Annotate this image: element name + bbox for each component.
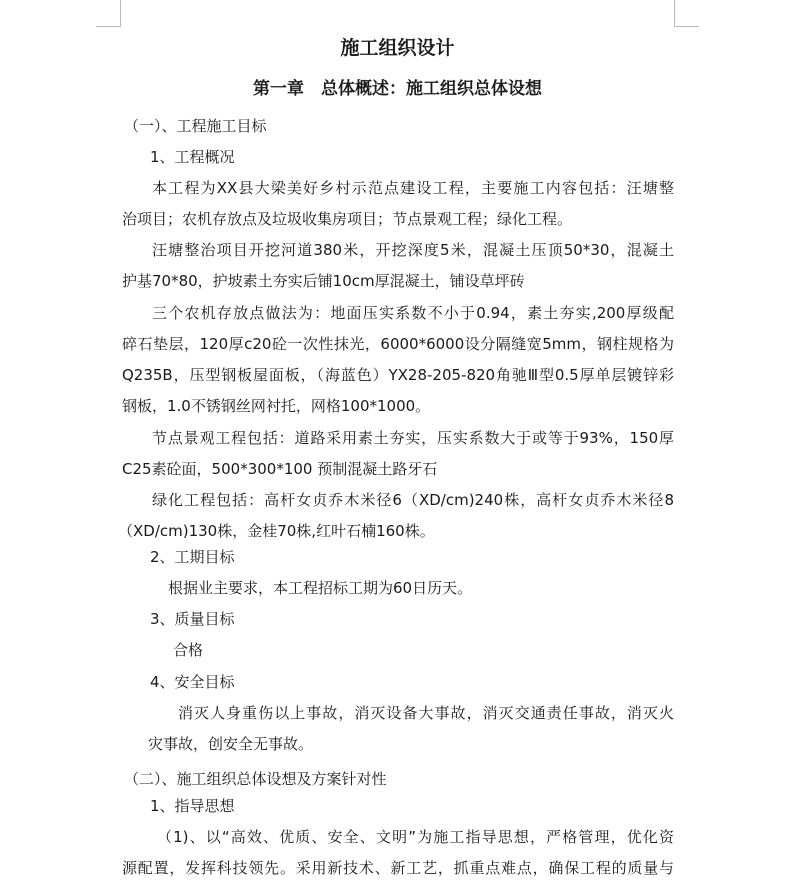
paragraph-line: 根据业主要求，本工程招标工期为60日历天。 (168, 579, 473, 597)
margin-corner-mark-right (674, 0, 675, 26)
paragraph-line: Q235B，压型钢板屋面板，（海蓝色）YX28-205-820角驰Ⅲ型0.5厚单层镀锌彩 (122, 366, 674, 384)
paragraph-line: 治项目；农机存放点及垃圾收集房项目；节点景观工程；绿化工程。 (122, 210, 573, 228)
subsection-heading: 3、质量目标 (150, 610, 235, 628)
chapter-heading: 第一章 总体概述：施工组织总体设想 (253, 79, 542, 99)
paragraph-line: 灾事故，创安全无事故。 (148, 735, 314, 753)
margin-corner-mark-left-h (96, 26, 121, 27)
section-heading: （二）、施工组织总体设想及方案针对性 (124, 770, 387, 788)
subsection-heading: 1、工程概况 (150, 148, 235, 166)
section-heading: （一）、工程施工目标 (124, 117, 267, 135)
paragraph-line: （1)、以“高效、优质、安全、文明”为施工指导思想，严格管理，优化资 (157, 828, 674, 846)
paragraph-line: 消灭人身重伤以上事故，消灭设备大事故，消灭交通责任事故，消灭火 (178, 704, 674, 722)
margin-corner-mark-right-h (674, 26, 699, 27)
paragraph-line: 护基70*80，护坡素土夯实后铺10cm厚混凝土，铺设草坪砖 (122, 272, 525, 290)
subsection-heading: 1、指导思想 (150, 797, 235, 815)
document-title: 施工组织设计 (340, 37, 455, 59)
paragraph-line: 合格 (173, 641, 204, 659)
paragraph-line: 汪塘整治项目开挖河道380米，开挖深度5米，混凝土压顶50*30，混凝土 (152, 241, 674, 259)
paragraph-line: 绿化工程包括：高杆女贞乔木米径6（XD/cm)240株，高杆女贞乔木米径8 (152, 491, 674, 509)
subsection-heading: 2、工期目标 (150, 548, 235, 566)
paragraph-line: 本工程为XX县大梁美好乡村示范点建设工程，主要施工内容包括：汪塘整 (152, 179, 674, 197)
paragraph-line: 钢板，1.0不锈钢丝网衬托，网格100*1000。 (122, 397, 431, 415)
subsection-heading: 4、安全目标 (150, 673, 235, 691)
paragraph-line: （XD/cm)130株，金桂70株,红叶石楠160株。 (118, 522, 435, 540)
paragraph-line: 源配置，发挥科技领先。采用新技术、新工艺，抓重点难点，确保工程的质量与 (122, 859, 674, 877)
paragraph-line: C25素砼面，500*300*100 预制混凝土路牙石 (122, 460, 438, 478)
paragraph-line: 碎石垫层，120厚c20砼一次性抹光，6000*6000设分隔缝宽5mm，钢柱规格为 (122, 335, 674, 353)
paragraph-line: 三个农机存放点做法为：地面压实系数不小于0.94，素土夯实,200厚级配 (152, 304, 674, 322)
paragraph-line: 节点景观工程包括：道路采用素土夯实，压实系数大于或等于93%，150厚 (152, 429, 674, 447)
margin-corner-mark-left (120, 0, 121, 26)
